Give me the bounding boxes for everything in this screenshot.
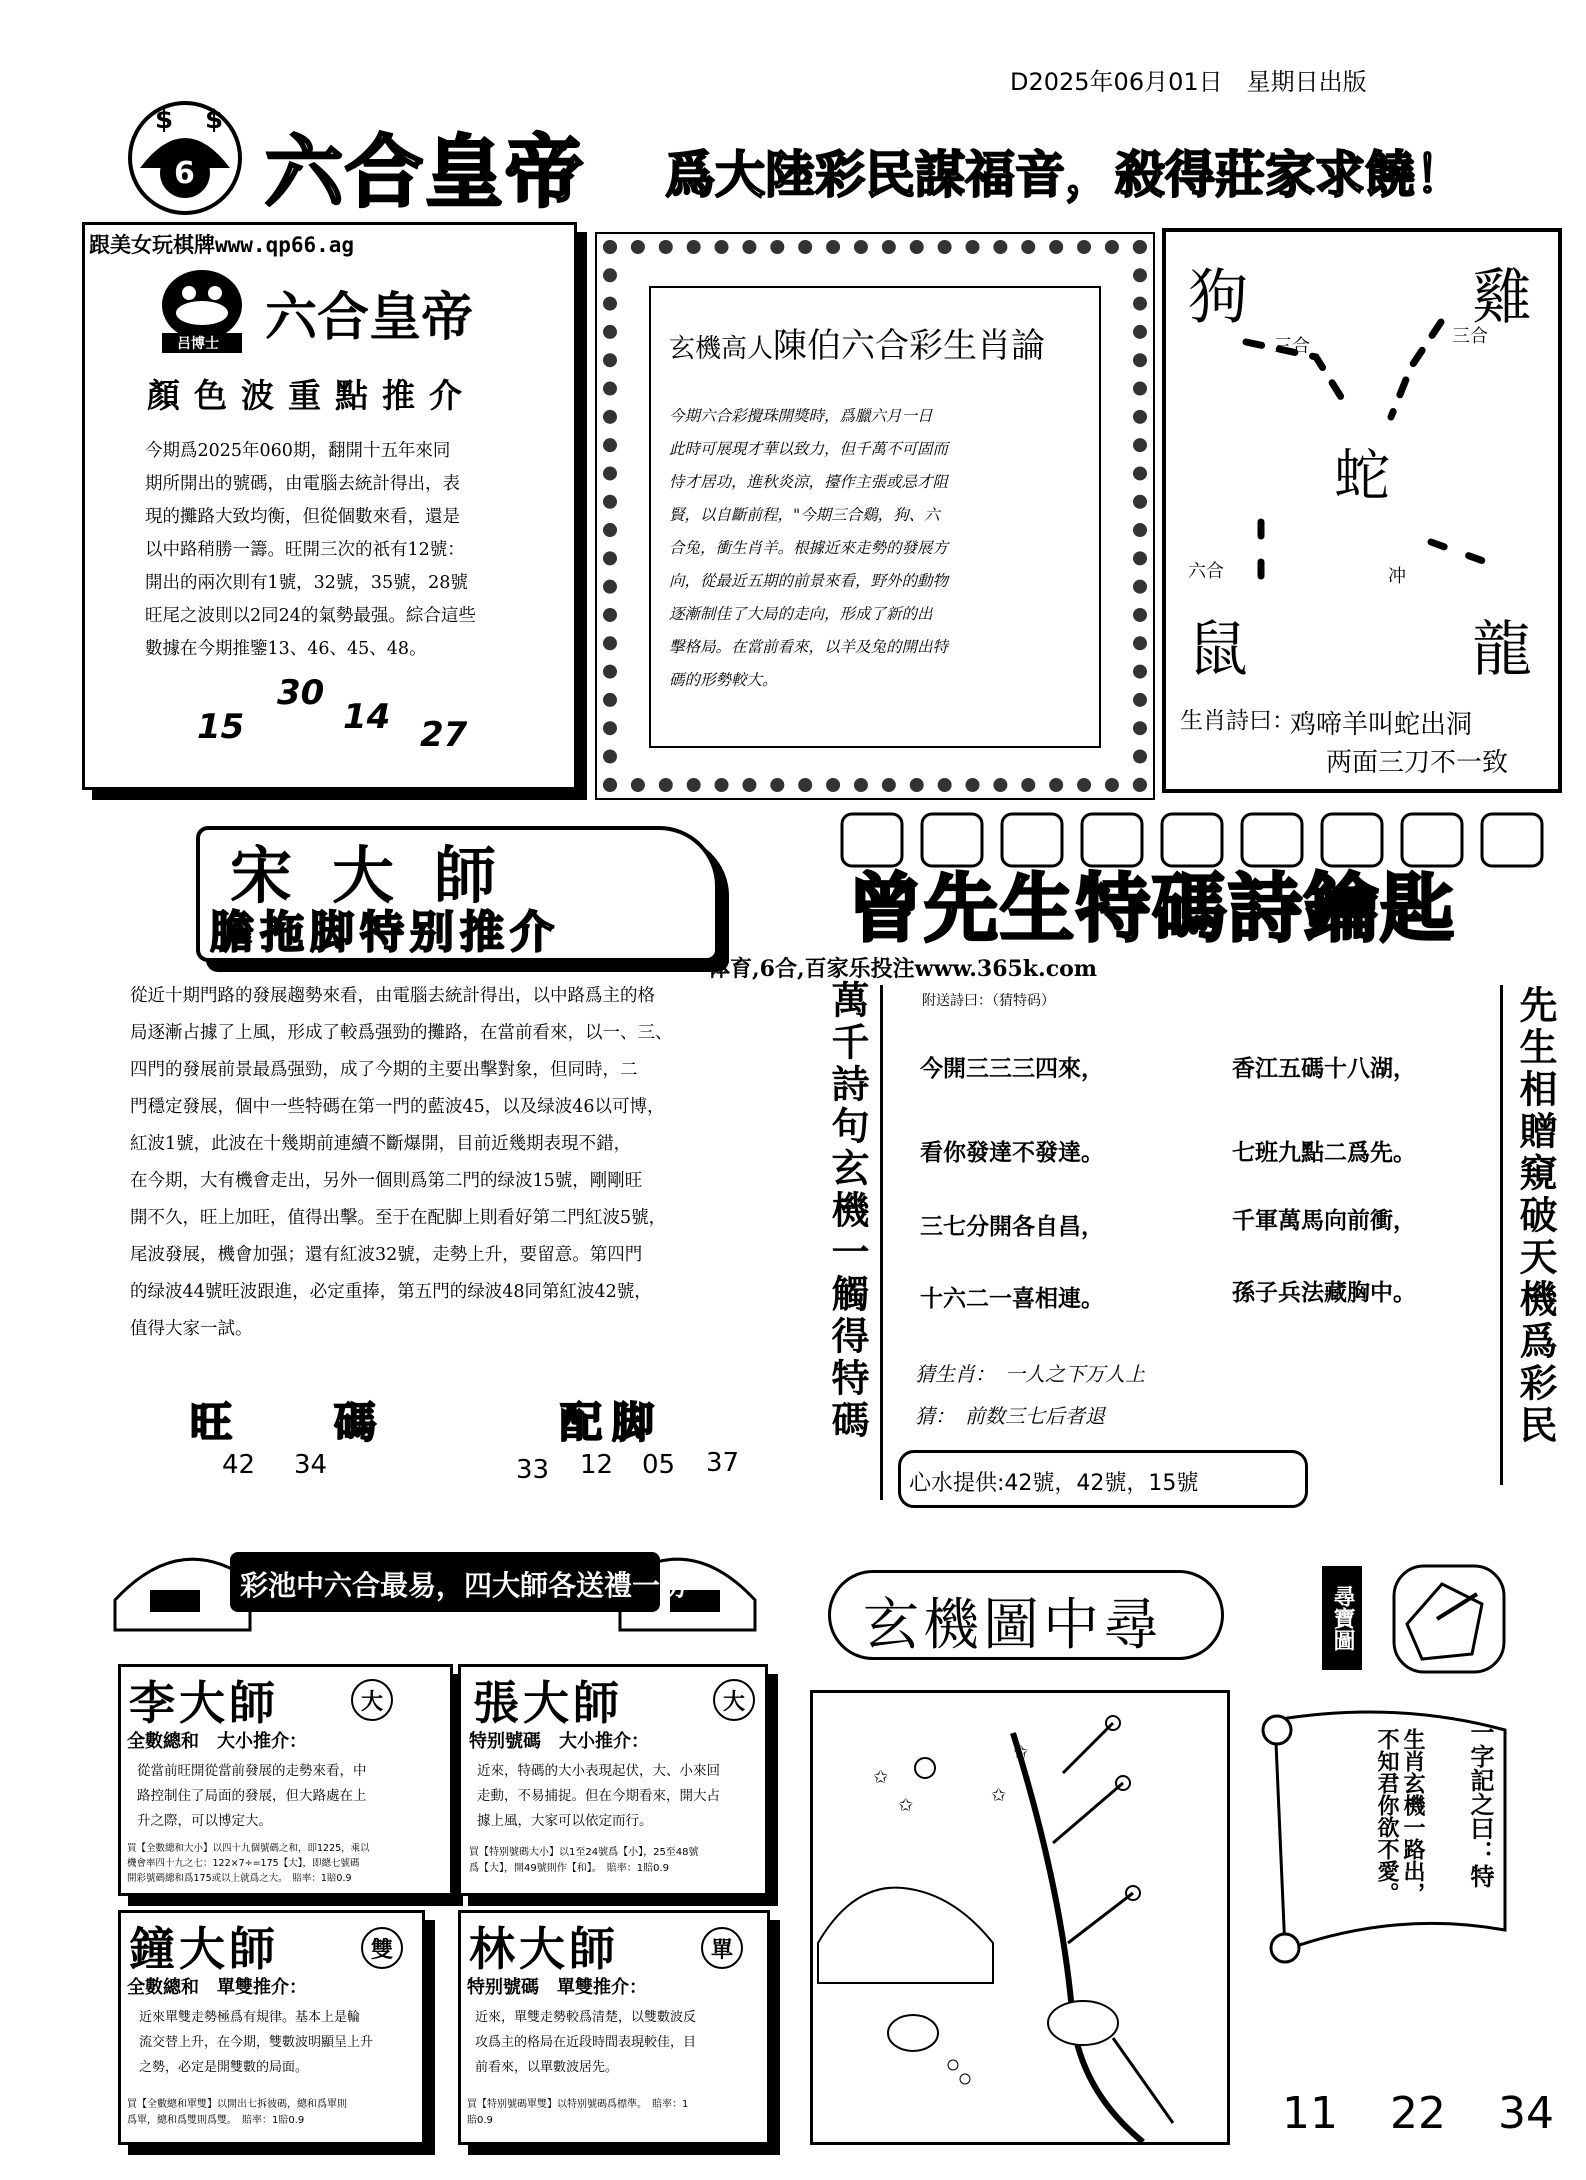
master-line: 流交替上升，在今期，雙數波明顯呈上升	[139, 2035, 374, 2050]
theory-body	[669, 400, 1089, 697]
master-note: 買【全數總和大小】以四十九個號碼之和，即1225，乘以	[127, 1843, 370, 1854]
pick-number: 15	[197, 707, 245, 747]
master-line: 走動，不易捕捉。但在今期看來，開大占	[477, 1788, 720, 1804]
pei-label: 配脚	[560, 1398, 665, 1447]
date-line: D2025年06月01日 星期日出版	[1010, 68, 1367, 96]
svg-text:$: $	[205, 105, 224, 135]
panel-subtitle: 顏色波重點推介	[147, 376, 476, 415]
guess-line	[915, 1400, 1105, 1429]
puzzle-title-box	[828, 1570, 1224, 1660]
liuhe-label: 六合	[1188, 561, 1224, 582]
treasure-map-icon	[1392, 1564, 1506, 1674]
panel-line: 開出的兩次則有1號，32號，35號，28號	[145, 573, 468, 593]
master-note: 買【特别號碼單雙】以特别號碼爲標準。 賠率：1	[467, 2099, 689, 2110]
zeng-title: 曾先生特碼詩鑰匙	[848, 866, 1456, 952]
master-body	[475, 2005, 696, 2080]
song-body	[130, 978, 810, 1348]
badge-circle: 大	[713, 1679, 755, 1721]
theory-line: 向，從最近五期的前景來看，野外的動物	[669, 572, 949, 590]
masters-banner-text: 彩池中六合最易，四大師各送禮一份	[240, 1569, 689, 1602]
zodiac-relation-panel	[1162, 228, 1562, 793]
zeng-right-vertical: 先生相贈窺破天機爲彩民	[1513, 985, 1557, 1447]
theory-line: 逐漸制佳了大局的走向，形成了新的出	[669, 605, 933, 623]
money-character-icon	[110, 88, 260, 218]
zeng-right-rule	[1500, 985, 1503, 1485]
pei-number: 12	[580, 1450, 614, 1480]
master-line: 近來，特碼的大小表現起伏，大、小來回	[477, 1763, 720, 1779]
header-slogan: 爲大陸彩民謀福音，殺得莊家求饒！	[665, 146, 1465, 204]
poem-cell: 三七分開各自昌，	[920, 1214, 1104, 1240]
master-card-zhong	[118, 1910, 425, 2145]
svg-text:$: $	[155, 105, 174, 135]
guess-value: 前数三七后者退	[965, 1404, 1105, 1428]
sanhe-label-left: 三合	[1274, 336, 1310, 357]
song-line: 尾波發展，機會加强；還有紅波32號，走勢上升，要留意。第四門	[130, 1245, 643, 1265]
puzzle-picture	[810, 1690, 1230, 2145]
svg-text:✩: ✩	[991, 1785, 1007, 1806]
website-ad: 跟美女玩棋牌www.qp66.ag	[89, 233, 355, 257]
master-notes	[469, 1845, 699, 1877]
master-card-lin	[458, 1910, 770, 2145]
heart-label: 心水提供:42號，42號，15號	[909, 1471, 1199, 1496]
poem-label: 生肖詩曰：	[1180, 708, 1295, 734]
panel-line: 現的攤路大致均衡，但從個數來看，還是	[145, 507, 460, 527]
badge-circle: 單	[701, 1927, 743, 1969]
doctor-logo	[147, 265, 257, 355]
chong-label: 冲	[1388, 566, 1406, 587]
master-notes	[127, 2097, 347, 2129]
panel-body	[145, 435, 575, 666]
guess-line	[915, 1358, 1145, 1387]
poem-line: 两面三刀不一致	[1326, 748, 1509, 778]
master-subtitle: 全數總和 單雙推介：	[127, 1977, 307, 1998]
song-line: 四門的發展前景最爲强勁，成了今期的主要出擊對象，但同時，二	[130, 1060, 638, 1080]
zodiac-rooster: 雞	[1472, 263, 1532, 333]
master-subtitle: 特别號碼 大小推介：	[469, 1731, 649, 1752]
master-line: 路控制住了局面的發展，但大路處在上	[137, 1788, 367, 1804]
pei-number: 05	[642, 1450, 676, 1480]
logo-text: 吕博士	[177, 336, 219, 352]
puzzle-number: 11	[1282, 2088, 1338, 2139]
master-note: 開彩號碼總和爲175或以上就爲之大。 賠率：1賠0.9	[127, 1873, 352, 1884]
master-line: 從當前旺開從當前發展的走勢來看，中	[137, 1763, 367, 1779]
scroll-column: 不知君你欲不愛。	[1374, 1728, 1399, 1904]
scroll-column: 一字記之曰：特	[1466, 1720, 1494, 1888]
guess-value: 一人之下万人上	[1005, 1362, 1145, 1386]
panel-line: 旺尾之波則以2同24的氣勢最强。綜合這些	[145, 606, 476, 626]
poem-cell: 孫子兵法藏胸中。	[1232, 1280, 1416, 1306]
puzzle-scroll	[1255, 1700, 1545, 1970]
theory-line: 碼的形勢較大。	[669, 671, 778, 689]
badge-circle: 大	[351, 1679, 393, 1721]
title-prefix: 玄機高人	[669, 334, 774, 364]
poem-cell: 今開三三三四來，	[920, 1056, 1104, 1082]
badge-circle: 雙	[361, 1927, 403, 1969]
poem-cell: 十六二一喜相連。	[920, 1286, 1104, 1312]
wang-number: 34	[294, 1450, 328, 1480]
puzzle-number: 22	[1390, 2088, 1446, 2139]
pick-number: 30	[277, 673, 325, 713]
sanhe-label-right: 三合	[1452, 326, 1488, 347]
treasure-label: 尋寶圖	[1322, 1566, 1362, 1670]
zodiac-dragon: 龍	[1472, 615, 1532, 685]
theory-line: 賢，以自斷前程，"今期三合鷄，狗、六	[669, 506, 940, 524]
zeng-website: 体育,6合,百家乐投注www.365k.com	[708, 956, 1098, 982]
panel-title: 六合皇帝	[265, 288, 474, 348]
master-line: 前看來，以單數波居先。	[475, 2060, 619, 2075]
heart-box	[898, 1450, 1308, 1508]
panel-line: 今期爲2025年060期，翻開十五年來同	[145, 441, 451, 461]
theory-line: 恃才居功，進秋炎涼，擡作主張或忌才阻	[669, 473, 949, 491]
wang-label: 旺 碼	[190, 1398, 407, 1447]
master-note: 賠0.9	[467, 2115, 493, 2126]
panel-line: 期所開出的號碼，由電腦去統計得出，表	[145, 474, 460, 494]
master-notes	[467, 2097, 688, 2129]
master-line: 據上風，大家可以依定而行。	[477, 1813, 653, 1829]
master-body	[477, 1759, 720, 1834]
poem-cell: 千軍萬馬向前衝，	[1232, 1208, 1416, 1234]
title-main: 陳伯六合彩生肖論	[773, 326, 1046, 366]
puzzle-title: 玄機圖中尋	[863, 1593, 1163, 1658]
zodiac-snake: 蛇	[1334, 444, 1390, 509]
master-line: 近來單雙走勢極爲有規律。基本上是輪	[139, 2010, 361, 2025]
master-badge	[713, 1679, 755, 1721]
guess-label: 猜生肖：	[915, 1362, 995, 1386]
song-title-plate	[196, 826, 719, 962]
master-name: 林大師	[469, 1922, 619, 1976]
scroll-column: 生肖玄機一路出，	[1400, 1728, 1425, 1904]
master-line: 升之際，可以博定大。	[137, 1813, 272, 1829]
treasure-icon-box	[1392, 1564, 1506, 1674]
song-title: 宋大師	[230, 839, 537, 912]
song-subtitle: 膽拖脚特别推介	[210, 907, 560, 958]
zeng-poem-label: 附送詩曰：（猜特码）	[922, 993, 1055, 1009]
pick-number: 14	[343, 697, 391, 737]
master-card-li	[118, 1664, 453, 1896]
pick-number: 27	[420, 715, 468, 755]
song-line: 從近十期門路的發展趨勢來看，由電腦去統計得出，以中路爲主的格	[130, 986, 655, 1006]
guess-label: 猜：	[915, 1404, 955, 1428]
master-body	[139, 2005, 373, 2080]
masters-banner-area	[110, 1530, 760, 1640]
theory-inner	[649, 286, 1101, 748]
master-name: 張大師	[473, 1676, 623, 1730]
master-card-zhang	[458, 1664, 768, 1896]
master-body	[137, 1759, 367, 1834]
wang-number: 42	[222, 1450, 256, 1480]
master-badge	[361, 1927, 403, 1969]
master-note: 爲單，總和爲雙則爲雙。 賠率：1賠0.9	[127, 2115, 305, 2126]
theory-line: 擊格局。在當前看來，以羊及兔的開出特	[669, 638, 949, 656]
master-note: 爲【大】，開49號則作【和】。 賠率：1賠0.9	[469, 1863, 669, 1874]
header-logo	[110, 88, 260, 218]
theory-line: 合兔，衝生肖羊。根據近來走勢的發展方	[669, 539, 949, 557]
panel-line: 以中路稍勝一籌。旺開三次的祇有12號：	[145, 540, 465, 560]
theory-title	[669, 318, 1045, 367]
master-line: 之勢，必定是開雙數的局面。	[139, 2060, 309, 2075]
master-note: 機會率四十九之七：122×7÷=175【大】，即總七號碼	[127, 1858, 360, 1869]
poem-cell: 香江五碼十八湖，	[1232, 1056, 1416, 1082]
song-line: 紅波1號，此波在十幾期前連續不斷爆開，目前近幾期表現不錯，	[130, 1134, 632, 1154]
poem-cell: 七班九點二爲先。	[1232, 1140, 1416, 1166]
theory-line: 此時可展現才華以致力，但千萬不可固而	[669, 440, 949, 458]
puzzle-number: 34	[1498, 2088, 1554, 2139]
zodiac-theory-panel	[595, 232, 1155, 800]
master-badge	[701, 1927, 743, 1969]
zodiac-dog: 狗	[1188, 263, 1248, 333]
master-subtitle: 特别號碼 單雙推介：	[467, 1977, 647, 1998]
svg-text:6: 6	[174, 156, 195, 191]
master-name: 鐘大師	[129, 1922, 279, 1976]
song-line: 值得大家一試。	[130, 1319, 253, 1339]
svg-text:✩: ✩	[1013, 1742, 1029, 1763]
pei-number: 37	[706, 1448, 740, 1478]
master-line: 攻爲主的格局在近段時間表現較佳，目	[475, 2035, 697, 2050]
poem-cell: 看你發達不發達。	[920, 1140, 1104, 1166]
master-name: 李大師	[129, 1676, 279, 1730]
zeng-left-vertical: 萬千詩句玄機一觸得特碼	[825, 980, 869, 1442]
svg-text:✩: ✩	[873, 1767, 889, 1788]
svg-text:✩: ✩	[898, 1795, 914, 1816]
zodiac-rat: 鼠	[1188, 615, 1248, 685]
color-wave-panel	[82, 222, 577, 790]
master-notes	[127, 1841, 370, 1886]
bird-branch-icon	[813, 1693, 1227, 2142]
pei-number: 33	[516, 1455, 550, 1485]
master-note: 買【全數總和單雙】以開出七拆彼碼，總和爲單則	[127, 2099, 347, 2110]
master-line: 近來，單雙走勢較爲清楚，以雙數波反	[475, 2010, 697, 2025]
master-subtitle: 全數總和 大小推介：	[127, 1731, 307, 1752]
master-note: 買【特别號碼大小】以1至24號爲【小】，25至48號	[469, 1847, 699, 1858]
panel-line: 數據在今期推鑒13、46、45、48。	[145, 639, 427, 659]
song-line: 局逐漸占據了上風，形成了較爲强勁的攤路，在當前看來，以一、三、	[130, 1023, 673, 1043]
song-line: 的绿波44號旺波跟進，必定重捧，第五門的绿波48同第紅波42號，	[130, 1282, 652, 1302]
song-line: 開不久，旺上加旺，值得出擊。至于在配脚上則看好第二門紅波5號，	[130, 1208, 667, 1228]
header-main-title: 六合皇帝	[265, 128, 586, 218]
song-line: 在今期，大有機會走出，另外一個則爲第二門的绿波15號，剛剛旺	[130, 1171, 643, 1191]
masters-banner	[230, 1552, 689, 1612]
theory-line: 今期六合彩攪珠開獎時，爲臘六月一日	[669, 407, 933, 425]
poem-line: 鸡啼羊叫蛇出洞	[1290, 710, 1473, 740]
zeng-left-rule	[880, 985, 883, 1500]
song-line: 門穩定發展，個中一些特碼在第一門的藍波45，以及绿波46以可博，	[130, 1097, 665, 1117]
master-badge	[351, 1679, 393, 1721]
